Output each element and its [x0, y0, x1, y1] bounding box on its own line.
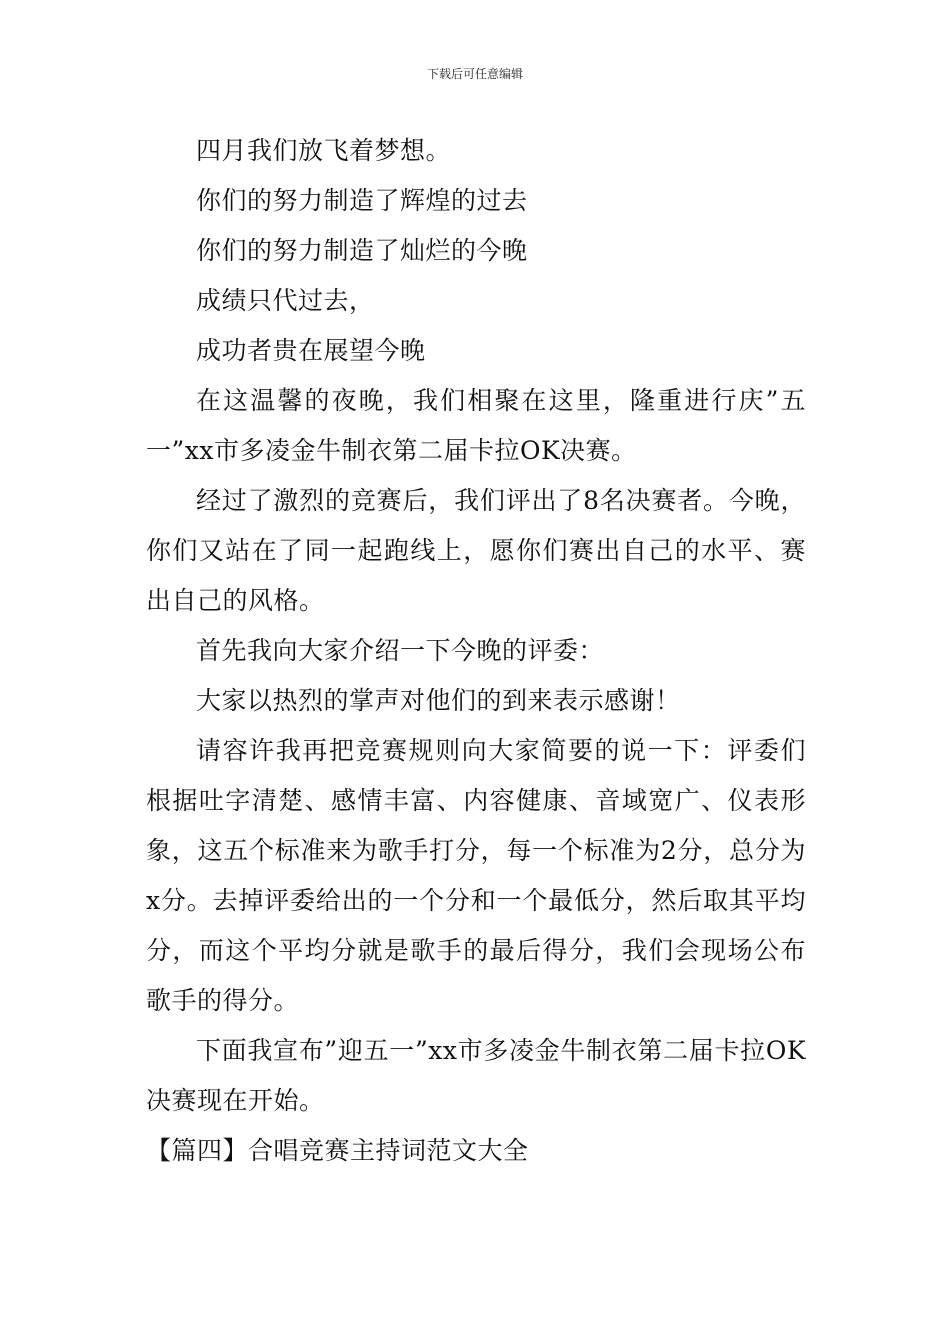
- header-note: 下载后可任意编辑: [426, 67, 523, 81]
- paragraph: 请容许我再把竞赛规则向大家简要的说一下：评委们根据吐字清楚、感情丰富、内容健康、音域宽广、仪表形象，这五个标准来为歌手打分，每一个标准为2分，总分为x分。去掉评委给出的一个分和一个最低分，然后取其平均分，而这个平均分就是歌手的最后得分，我们会现场公布歌手的得分。: [146, 736, 806, 1015]
- paragraph: 你们的努力制造了灿烂的今晚: [196, 236, 528, 265]
- document-body: [146, 126, 806, 1176]
- paragraph: 在这温馨的夜晚，我们相聚在这里，隆重进行庆”五一”xx市多凌金牛制衣第二届卡拉OK决赛。: [146, 386, 806, 465]
- paragraph: 你们的努力制造了辉煌的过去: [196, 186, 528, 215]
- paragraph: 大家以热烈的掌声对他们的到来表示感谢！: [196, 686, 681, 715]
- paragraph: 成绩只代过去，: [196, 286, 375, 315]
- paragraph: 成功者贵在展望今晚: [196, 336, 426, 365]
- paragraph: 四月我们放飞着梦想。: [196, 136, 452, 165]
- paragraph: 经过了激烈的竞赛后，我们评出了8名决赛者。今晚，你们又站在了同一起跑线上，愿你们赛出自己的水平、赛出自己的风格。: [146, 486, 806, 615]
- paragraph: 首先我向大家介绍一下今晚的评委：: [196, 636, 605, 665]
- paragraph: 下面我宣布”迎五一”xx市多凌金牛制衣第二届卡拉OK决赛现在开始。: [146, 1036, 806, 1115]
- section-heading: 【篇四】合唱竞赛主持词范文大全: [146, 1136, 529, 1165]
